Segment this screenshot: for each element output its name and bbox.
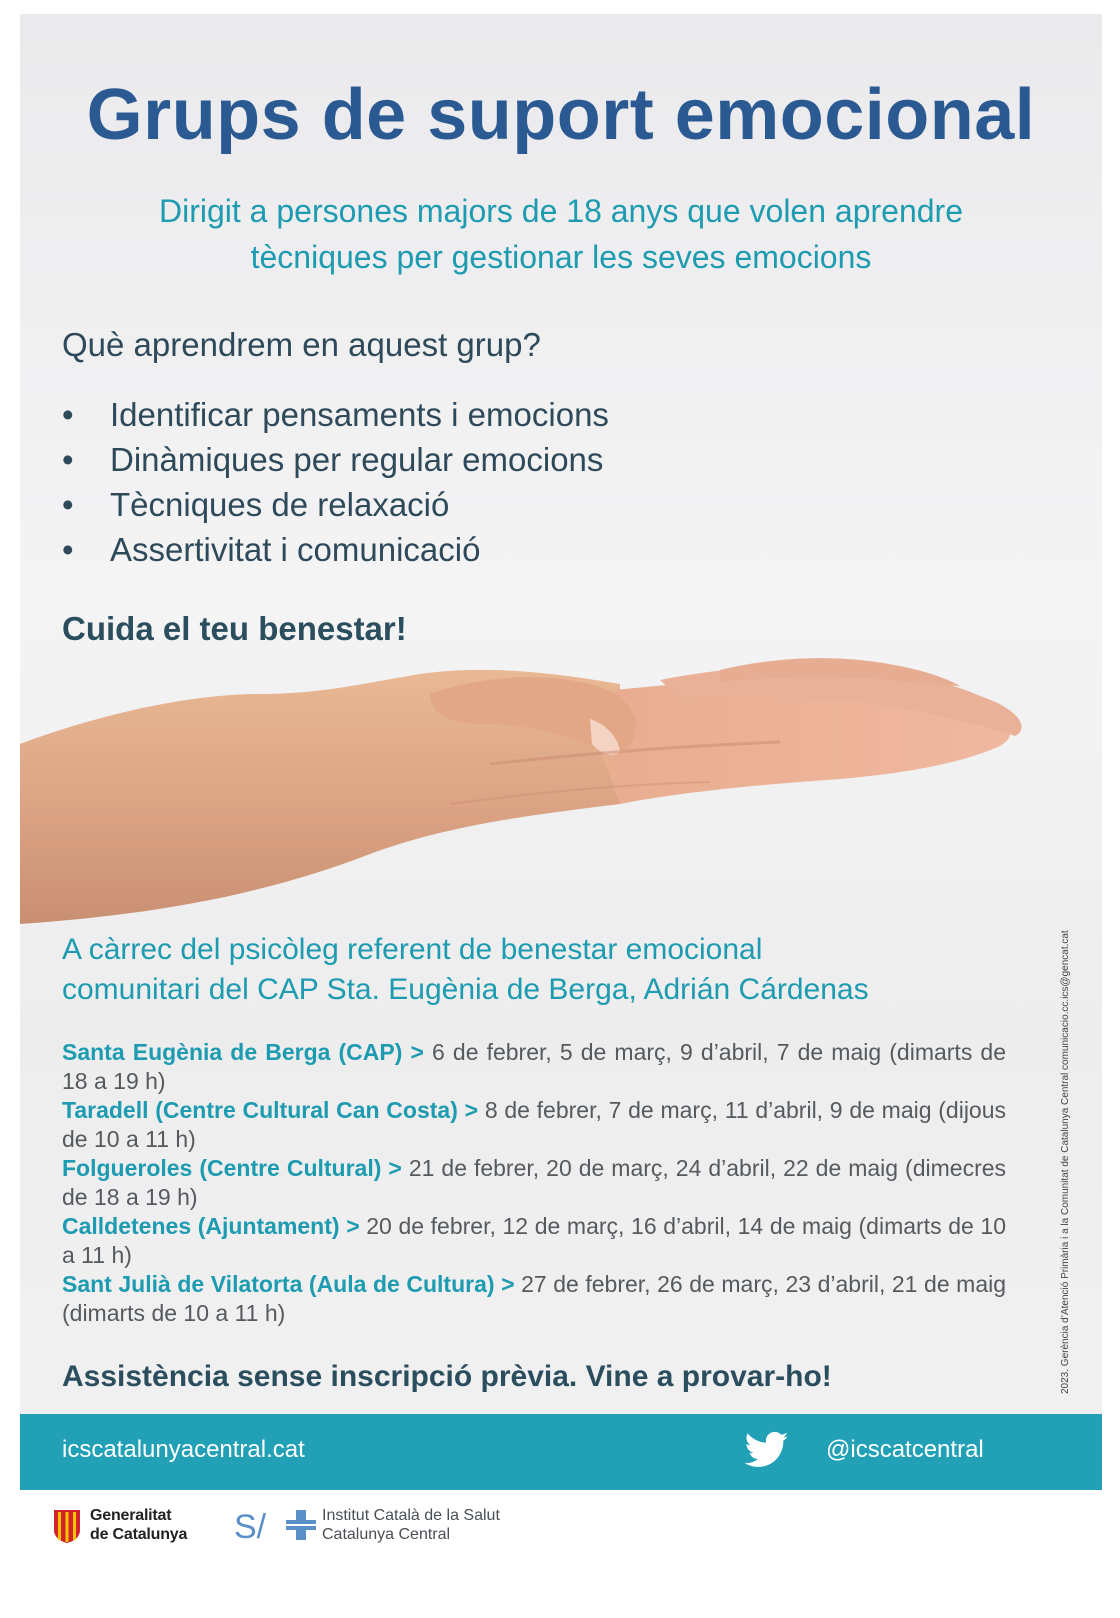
svg-text:S/: S/ xyxy=(234,1508,267,1546)
list-item xyxy=(62,1212,1006,1270)
list-item xyxy=(62,1038,1006,1096)
list-item: • Identificar pensaments i emocions xyxy=(62,392,609,437)
session-dates: 27 de febrer, 26 de març, 23 d’abril, 21 de maig (dimarts de 10 a 11 h) xyxy=(62,1271,1007,1326)
ics-line-1: Institut Català de la Salut xyxy=(322,1507,500,1524)
list-item: • Assertivitat i comunicació xyxy=(62,527,609,572)
closing-message: Assistència sense inscripció prèvia. Vine a provar-ho! xyxy=(62,1360,832,1393)
subtitle-line-1: Dirigit a persones majors de 18 anys que volen aprendre xyxy=(158,193,963,229)
arrow-separator: > xyxy=(501,1271,515,1297)
session-dates: 20 de febrer, 12 de març, 16 d’abril, 14 de maig (dimarts de 10 a 11 h) xyxy=(62,1213,1006,1268)
session-place: Calldetenes (Ajuntament) xyxy=(62,1213,340,1239)
section-heading: Què aprendrem en aquest grup? xyxy=(62,326,541,363)
session-place: Sant Julià de Vilatorta (Aula de Cultura) xyxy=(62,1271,495,1297)
generalitat-logo-text xyxy=(90,1506,187,1544)
schedule-list xyxy=(62,1038,1006,1328)
arrow-separator: > xyxy=(410,1039,424,1065)
tagline: Cuida el teu benestar! xyxy=(62,610,407,647)
open-hand-image xyxy=(20,654,1102,934)
list-item xyxy=(62,1270,1006,1328)
ics-logo-icon xyxy=(234,1506,320,1546)
logo-strip xyxy=(20,1500,1102,1610)
session-place: Santa Eugènia de Berga (CAP) xyxy=(62,1039,403,1065)
session-place: Taradell (Centre Cultural Can Costa) xyxy=(62,1097,458,1123)
twitter-handle[interactable]: @icscatcentral xyxy=(826,1436,984,1463)
footer-bar xyxy=(20,1414,1102,1490)
credit-line-2: comunitari del CAP Sta. Eugènia de Berga, Adrián Cárdenas xyxy=(62,973,869,1006)
credit-line-1: A càrrec del psicòleg referent de benestar emocional xyxy=(62,933,763,966)
session-place: Folgueroles (Centre Cultural) xyxy=(62,1155,382,1181)
generalitat-line-1: Generalitat xyxy=(90,1507,172,1524)
generalitat-line-2: de Catalunya xyxy=(90,1526,188,1543)
arrow-separator: > xyxy=(388,1155,402,1181)
list-item xyxy=(62,1154,1006,1212)
session-dates: 6 de febrer, 5 de març, 9 d’abril, 7 de maig (dimarts de 18 a 19 h) xyxy=(62,1039,1006,1094)
arrow-separator: > xyxy=(346,1213,360,1239)
session-dates: 21 de febrer, 20 de març, 24 d’abril, 22 de maig (dimecres de 18 a 19 h) xyxy=(62,1155,1007,1210)
list-item xyxy=(62,1096,1006,1154)
generalitat-logo-icon xyxy=(52,1508,82,1544)
arrow-separator: > xyxy=(464,1097,479,1123)
list-item: • Dinàmiques per regular emocions xyxy=(62,437,609,482)
credit-text xyxy=(62,930,1022,1010)
page-title: Grups de suport emocional xyxy=(86,75,1036,155)
list-item: • Tècniques de relaxació xyxy=(62,482,609,527)
twitter-icon[interactable] xyxy=(745,1430,789,1470)
topics-list xyxy=(62,392,609,572)
website-link[interactable]: icscatalunyacentral.cat xyxy=(62,1436,305,1463)
side-credit: 2023. Gerència d’Atenció Primària i a la Comunitat de Catalunya Central comunicacio.cc.ics@gencat.cat xyxy=(1060,930,1071,1394)
poster xyxy=(20,14,1102,1466)
ics-line-2: Catalunya Central xyxy=(322,1526,451,1543)
session-dates: 8 de febrer, 7 de març, 11 d’abril, 9 de maig (dijous de 10 a 11 h) xyxy=(62,1097,1007,1152)
ics-logo-text xyxy=(322,1506,500,1544)
subtitle xyxy=(60,188,1062,280)
subtitle-line-2: tècniques per gestionar les seves emocions xyxy=(250,239,872,275)
